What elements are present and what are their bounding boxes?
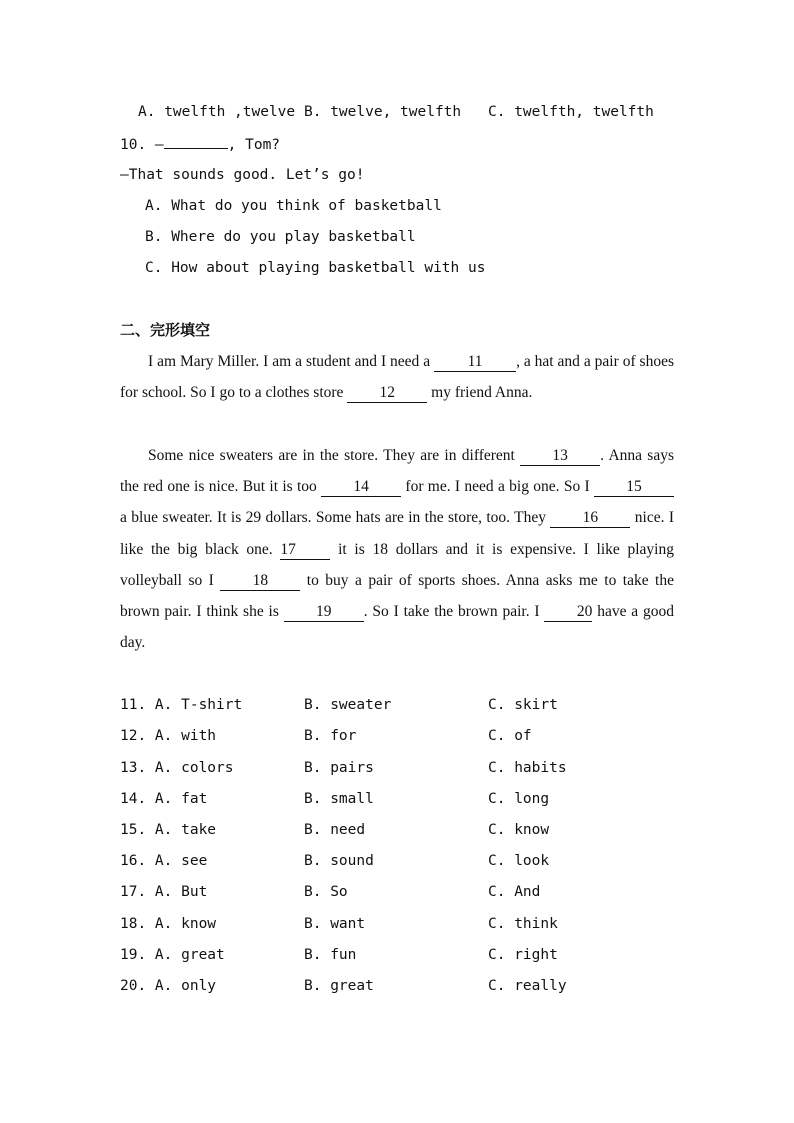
paragraph-text: nice. I like the big black one. (120, 509, 674, 558)
cloze-paragraph-1 (120, 346, 674, 408)
choice-16-c: C. look (488, 853, 550, 869)
choice-13-c: C. habits (488, 760, 567, 776)
blank-18: 18 (220, 572, 300, 591)
choice-13-b: B. pairs (304, 760, 374, 776)
section-heading: 二、完形填空 (120, 321, 211, 339)
q10-prompt-prefix: 10. — (120, 137, 164, 153)
choice-18-a: 18. A. know (120, 916, 217, 932)
q10-answer-blank (164, 134, 228, 149)
blank-13: 13 (520, 447, 600, 466)
paragraph-text: to buy a pair of sports shoes. Anna asks me to take the brown pair. I think she is (120, 571, 674, 621)
choice-11-a: 11. A. T-shirt (120, 697, 243, 713)
blank-20: 20 (544, 603, 592, 622)
choice-20-c: C. really (488, 978, 567, 994)
choice-17-c: C. And (488, 884, 541, 900)
paragraph-text: a blue sweater. It is 29 dollars. Some hats are in the store, too. They (120, 509, 551, 527)
choice-20-b: B. great (304, 978, 374, 994)
choice-19-a: 19. A. great (120, 947, 225, 963)
paragraph-text: , a hat and a pair of shoes for school. So I go to a clothes store (120, 353, 674, 402)
blank-16: 16 (550, 509, 630, 528)
choice-16-a: 16. A. see (120, 853, 208, 869)
paragraph-text: . Anna says the red one is nice. But it is too (120, 447, 674, 496)
choice-18-b: B. want (304, 916, 366, 932)
choice-17-b: B. So (304, 884, 348, 900)
blank-19: 19 (284, 603, 364, 622)
choice-14-c: C. long (488, 791, 550, 807)
blank-11: 11 (434, 353, 516, 372)
paragraph-text: . So I take the brown pair. I (363, 603, 545, 621)
choice-16-b: B. sound (304, 853, 374, 869)
q9-option-b: B. twelve, twelfth (304, 104, 462, 120)
q10-option-c: C. How about playing basketball with us (145, 260, 486, 276)
blank-12: 12 (347, 384, 427, 403)
choice-14-b: B. small (304, 791, 374, 807)
paragraph-text: I am Mary Miller. I am a student and I need a (148, 353, 435, 370)
choice-15-a: 15. A. take (120, 822, 217, 838)
q10-option-a: A. What do you think of basketball (145, 198, 442, 214)
paragraph-text: for me. I need a big one. So I (401, 478, 594, 496)
choice-11-b: B. sweater (304, 697, 392, 713)
paragraph-text: it is 18 dollars and it is expensive. I like playing volleyball so I (120, 540, 674, 589)
q10-option-b: B. Where do you play basketball (145, 229, 416, 245)
choice-11-c: C. skirt (488, 697, 558, 713)
paragraph-text: my friend Anna. (427, 384, 533, 402)
choice-15-c: C. know (488, 822, 550, 838)
choice-14-a: 14. A. fat (120, 791, 208, 807)
choice-20-a: 20. A. only (120, 978, 217, 994)
choice-12-c: C. of (488, 728, 532, 744)
choice-12-a: 12. A. with (120, 728, 217, 744)
choice-15-b: B. need (304, 822, 366, 838)
cloze-paragraph-2 (120, 440, 674, 658)
q9-option-c: C. twelfth, twelfth (488, 104, 654, 120)
choice-19-b: B. fun (304, 947, 357, 963)
blank-17: 17 (280, 541, 330, 560)
blank-14: 14 (321, 478, 401, 497)
choice-19-c: C. right (488, 947, 558, 963)
q10-prompt (120, 134, 280, 155)
blank-15: 15 (594, 478, 674, 497)
q10-reply: —That sounds good. Let’s go! (120, 167, 365, 183)
choice-13-a: 13. A. colors (120, 760, 234, 776)
choice-12-b: B. for (304, 728, 357, 744)
choice-18-c: C. think (488, 916, 558, 932)
paragraph-text: have a good day. (120, 603, 675, 652)
q10-prompt-suffix: , Tom? (227, 137, 281, 153)
q9-option-a: A. twelfth ,twelve (138, 104, 296, 120)
choice-17-a: 17. A. But (120, 884, 208, 900)
paragraph-text: Some nice sweaters are in the store. They are in different (148, 447, 521, 464)
